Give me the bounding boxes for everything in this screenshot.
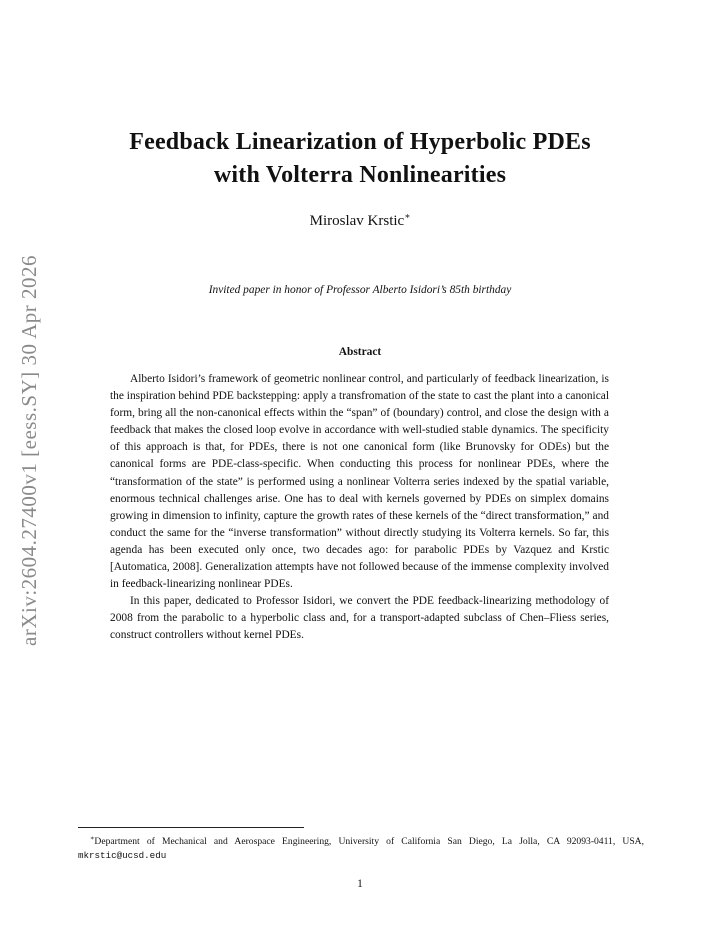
page-number: 1 bbox=[357, 878, 363, 890]
footnote-rule bbox=[78, 827, 304, 828]
arxiv-identifier: arXiv:2604.27400v1 [eess.SY] 30 Apr 2026 bbox=[16, 254, 41, 646]
title-line-2: with Volterra Nonlinearities bbox=[213, 162, 507, 188]
author-block bbox=[80, 211, 640, 230]
abstract-body bbox=[110, 371, 609, 645]
author-footnote-mark: ∗ bbox=[404, 211, 411, 221]
dedication: Invited paper in honor of Professor Alberto Isidori’s 85th birthday bbox=[208, 284, 512, 296]
abstract-paragraph-2: In this paper, dedicated to Professor Isidori, we convert the PDE feedback-linearizing methodology of 2008 from the parabolic to a hyperbolic class and, for a transport-adapted subclass of Chen–Fliess series, construct controllers without kernel PDEs. bbox=[110, 595, 609, 642]
title-line-1: Feedback Linearization of Hyperbolic PDEs bbox=[129, 129, 591, 155]
footnote-mark: ∗ bbox=[90, 835, 95, 842]
footnote bbox=[78, 832, 644, 863]
paper-title bbox=[80, 126, 640, 192]
arxiv-sidebar-stamp bbox=[5, 248, 53, 652]
author-email: mkrstic@ucsd.edu bbox=[78, 850, 167, 862]
author-name: Miroslav Krstic bbox=[309, 213, 405, 229]
abstract-paragraph-1: Alberto Isidori’s framework of geometric nonlinear control, and particularly of feedback linearization, is the inspiration behind PDE backstepping: apply a transfromation of the state to cast the plant into a canonical form, bring all the non-canonical effects within the “span” of (boundary) control, and close the design with a feedback that makes the closed loop evolve in accordance with well-studied stable dynamics. The specificity of this approach is that, for PDEs, there is not one canonical form (like Brunovsky for ODEs) but the canonical forms are PDE-class-specific. When conducting this process for nonlinear PDEs, where the “transformation of the state” is performed using a nonlinear Volterra series indexed by the spatial variable, enormous technical challenges arise. One has to deal with kernels governed by PDEs on simplex domains growing in dimension to infinity, capture the growth rates of these kernels of the “direct transformation,” and conduct the same for the “inverse transformation” without directly studying its Volterra kernels. So far, this agenda has been executed only once, two decades ago: for parabolic PDEs by Vazquez and Krstic [Automatica, 2008]. Generalization attempts have not followed because of the immense complexity involved in feedback-linearizing nonlinear PDEs. bbox=[110, 373, 609, 591]
footnote-affiliation: Department of Mechanical and Aerospace Engineering, University of California San Diego, La Jolla, CA 92093-0411, USA, bbox=[94, 836, 644, 848]
abstract-heading: Abstract bbox=[338, 346, 382, 358]
